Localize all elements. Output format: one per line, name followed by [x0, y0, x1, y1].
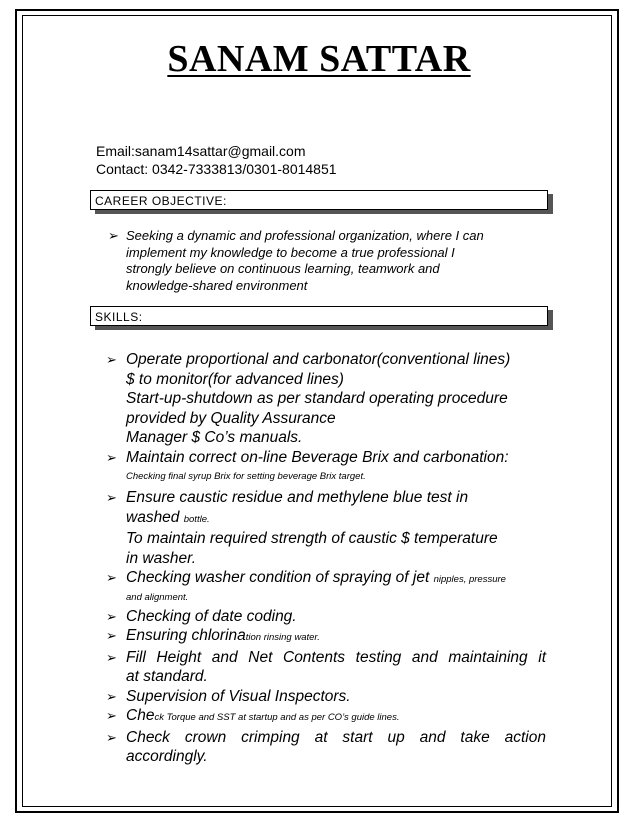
skill-item: [106, 648, 546, 687]
skill-line: $ to monitor(for advanced lines): [126, 370, 344, 388]
skill-line: washed: [126, 508, 184, 526]
arrow-bullet-icon: ➢: [106, 729, 117, 745]
skill-line: Manager $ Co’s manuals.: [126, 429, 303, 446]
arrow-bullet-icon: ➢: [106, 490, 117, 505]
skill-line: at standard.: [126, 668, 208, 685]
skill-item: [106, 706, 546, 728]
arrow-bullet-icon: ➢: [106, 449, 117, 465]
career-objective-heading: [90, 190, 548, 210]
contact-line: Contact: 0342-7333813/0301-8014851: [96, 161, 337, 177]
skill-line: Maintain correct on-line Beverage Brix and carbonation:: [126, 448, 509, 466]
skill-line: Ensure caustic residue and methylene blue test in: [126, 489, 469, 506]
skill-line: Supervision of Visual Inspectors.: [126, 687, 351, 705]
skill-item: [106, 728, 546, 767]
skill-item: [106, 568, 546, 604]
skill-line: provided by Quality Assurance: [126, 409, 336, 427]
skill-line: To maintain required strength of caustic $ temperature: [126, 530, 498, 547]
skill-note: and alignment.: [126, 591, 189, 603]
objective-line: knowledge-shared environment: [126, 277, 308, 293]
arrow-bullet-icon: ➢: [106, 628, 117, 643]
skill-note: ck Torque and SST at startup and as per CO’s guide lines.: [154, 712, 400, 723]
objective-line: Seeking a dynamic and professional organization, where I can: [126, 228, 484, 243]
skill-line: Operate proportional and carbonator(conventional lines): [126, 351, 511, 368]
arrow-bullet-icon: ➢: [108, 228, 119, 243]
arrow-bullet-icon: ➢: [106, 570, 117, 585]
skill-note: bottle.: [183, 513, 210, 525]
resume-name: SANAM SATTAR: [167, 38, 471, 80]
arrow-bullet-icon: ➢: [106, 649, 117, 665]
skill-line: accordingly.: [126, 748, 208, 765]
skill-line: Check crown crimping at start up and take action: [126, 728, 546, 746]
skill-item: [106, 626, 546, 648]
objective-line: implement my knowledge to become a true professional I: [126, 244, 455, 260]
email-line: Email:sanam14sattar@gmail.com: [96, 143, 306, 159]
skill-item: [106, 448, 546, 485]
arrow-bullet-icon: ➢: [106, 352, 117, 367]
skills-label: SKILLS:: [95, 310, 143, 324]
arrow-bullet-icon: ➢: [106, 708, 117, 723]
skill-note: Checking final syrup Brix for setting beverage Brix target.: [126, 471, 366, 482]
arrow-bullet-icon: ➢: [106, 688, 117, 704]
career-objective-label: CAREER OBJECTIVE:: [95, 194, 227, 208]
skill-note: tion rinsing water.: [245, 632, 320, 643]
skill-item: [106, 687, 546, 707]
objective-text: [126, 228, 526, 294]
skills-heading: [90, 306, 548, 326]
objective-line: strongly believe on continuous learning, teamwork and: [126, 261, 440, 276]
skill-note: nipples, pressure: [433, 574, 506, 585]
skill-item: [106, 488, 546, 568]
skill-line: Start-up-shutdown as per standard operating procedure: [126, 390, 508, 407]
skill-line: in washer.: [126, 549, 197, 567]
skill-line: Checking of date coding.: [126, 607, 297, 625]
skill-item: [106, 350, 546, 448]
skills-list: [106, 350, 546, 767]
skill-line: Ensuring chlorina: [126, 627, 246, 644]
skill-line: Che: [126, 707, 155, 724]
skill-item: [106, 607, 546, 627]
skill-line: Fill Height and Net Contents testing and maintaining it: [126, 648, 546, 666]
arrow-bullet-icon: ➢: [106, 608, 117, 624]
skill-line: Checking washer condition of spraying of jet: [126, 569, 434, 586]
